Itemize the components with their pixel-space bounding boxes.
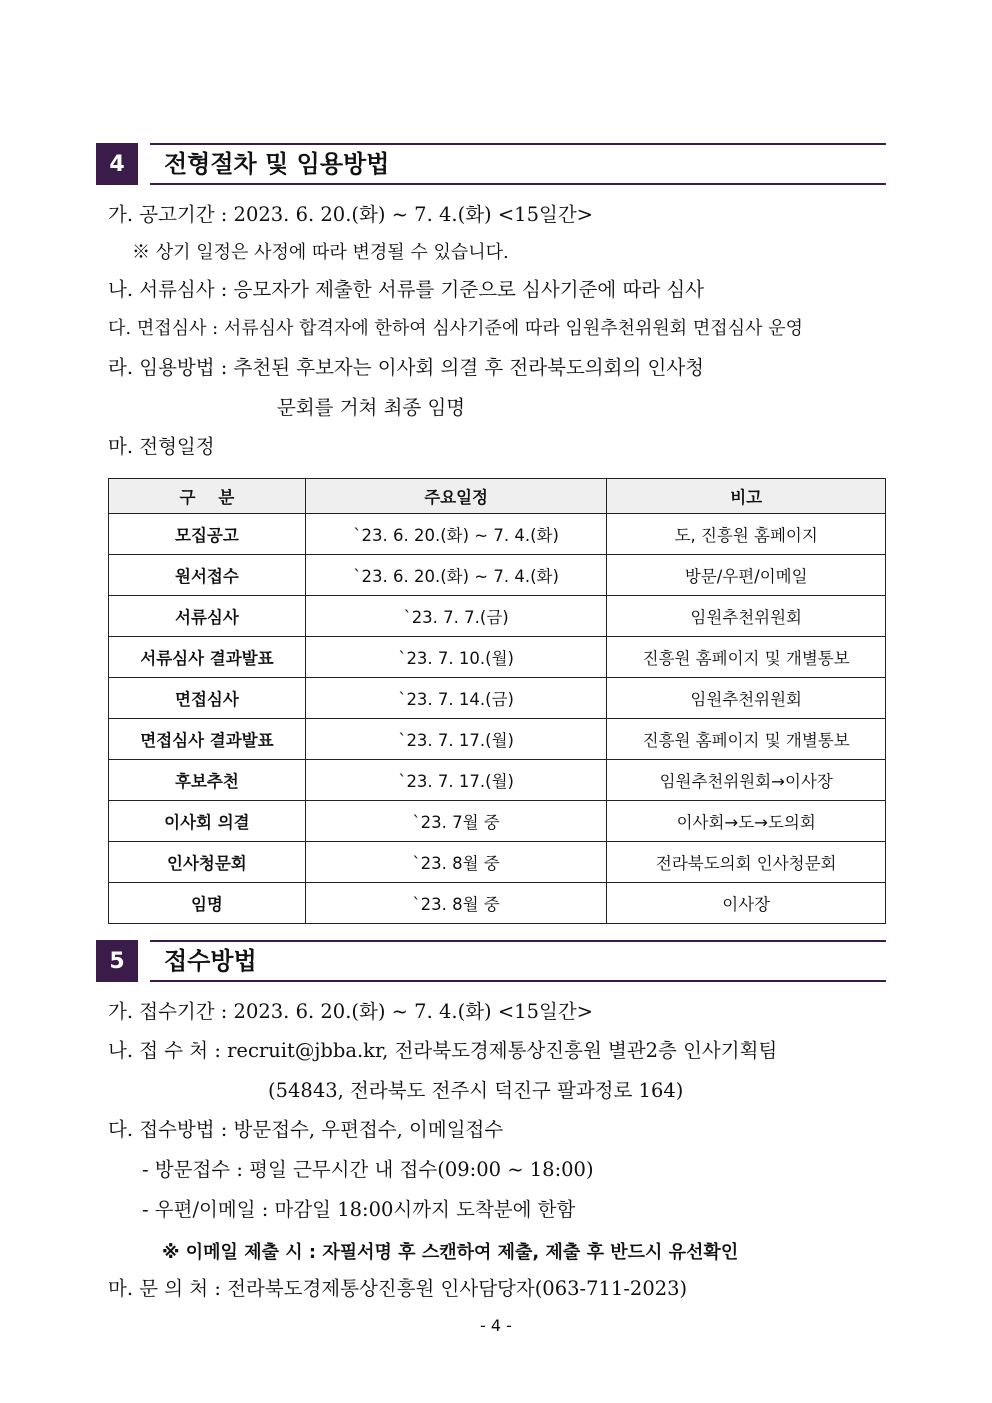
visit-application: - 방문접수 : 평일 근무시간 내 접수(09:00 ~ 18:00) bbox=[142, 1158, 594, 1181]
table-header: 비고 bbox=[607, 479, 886, 514]
table-cell: `23. 8월 중 bbox=[305, 883, 607, 924]
page-number: - 4 - bbox=[480, 1316, 512, 1335]
table-cell: 임명 bbox=[109, 883, 306, 924]
section-4-header bbox=[96, 143, 886, 187]
table-row bbox=[109, 637, 886, 678]
table-row bbox=[109, 514, 886, 555]
table-cell: 임원추천위원회 bbox=[607, 596, 886, 637]
document-review: 나. 서류심사 : 응모자가 제출한 서류를 기준으로 심사기준에 따라 심사 bbox=[108, 278, 704, 301]
table-cell: 이사장 bbox=[607, 883, 886, 924]
section-number: 5 bbox=[96, 940, 138, 982]
table-cell: `23. 7. 7.(금) bbox=[305, 596, 607, 637]
table-cell: 진흥원 홈페이지 및 개별통보 bbox=[607, 719, 886, 760]
table-row bbox=[109, 555, 886, 596]
section-title: 전형절차 및 임용방법 bbox=[150, 143, 886, 185]
table-cell: `23. 7월 중 bbox=[305, 801, 607, 842]
application-method: 다. 접수방법 : 방문접수, 우편접수, 이메일접수 bbox=[108, 1118, 504, 1141]
table-row bbox=[109, 883, 886, 924]
email-submission-note: ※ 이메일 제출 시 : 자필서명 후 스캔하여 제출, 제출 후 반드시 유선확인 bbox=[162, 1242, 739, 1263]
table-cell: 진흥원 홈페이지 및 개별통보 bbox=[607, 637, 886, 678]
inquiry-contact: 마. 문 의 처 : 전라북도경제통상진흥원 인사담당자(063-711-2023) bbox=[108, 1277, 688, 1300]
table-cell: 면접심사 결과발표 bbox=[109, 719, 306, 760]
table-cell: 임원추천위원회→이사장 bbox=[607, 760, 886, 801]
schedule-table bbox=[108, 478, 886, 924]
table-cell: 인사청문회 bbox=[109, 842, 306, 883]
table-cell: 전라북도의회 인사청문회 bbox=[607, 842, 886, 883]
table-header: 구 분 bbox=[109, 479, 306, 514]
table-cell: `23. 7. 14.(금) bbox=[305, 678, 607, 719]
table-header: 주요일정 bbox=[305, 479, 607, 514]
schedule-note: ※ 상기 일정은 사정에 따라 변경될 수 있습니다. bbox=[132, 242, 509, 263]
table-row bbox=[109, 842, 886, 883]
table-cell: 방문/우편/이메일 bbox=[607, 555, 886, 596]
table-cell: `23. 6. 20.(화) ~ 7. 4.(화) bbox=[305, 514, 607, 555]
table-cell: 도, 진흥원 홈페이지 bbox=[607, 514, 886, 555]
table-cell: 후보추천 bbox=[109, 760, 306, 801]
selection-schedule-label: 마. 전형일정 bbox=[108, 435, 215, 458]
application-place: 나. 접 수 처 : recruit@jbba.kr, 전라북도경제통상진흥원 별관2층 인사기획팀 bbox=[108, 1039, 778, 1062]
table-cell: `23. 8월 중 bbox=[305, 842, 607, 883]
table-cell: 원서접수 bbox=[109, 555, 306, 596]
section-5-header bbox=[96, 940, 886, 984]
table-cell: 이사회→도→도의회 bbox=[607, 801, 886, 842]
table-cell: `23. 6. 20.(화) ~ 7. 4.(화) bbox=[305, 555, 607, 596]
table-cell: 임원추천위원회 bbox=[607, 678, 886, 719]
table-cell: 서류심사 bbox=[109, 596, 306, 637]
table-row bbox=[109, 801, 886, 842]
section-title: 접수방법 bbox=[150, 940, 886, 982]
table-cell: 서류심사 결과발표 bbox=[109, 637, 306, 678]
table-cell: 이사회 의결 bbox=[109, 801, 306, 842]
table-cell: `23. 7. 10.(월) bbox=[305, 637, 607, 678]
announcement-period: 가. 공고기간 : 2023. 6. 20.(화) ~ 7. 4.(화) <15일간> bbox=[108, 203, 593, 226]
table-cell: `23. 7. 17.(월) bbox=[305, 719, 607, 760]
table-row bbox=[109, 719, 886, 760]
application-address: (54843, 전라북도 전주시 덕진구 팔과정로 164) bbox=[268, 1079, 684, 1102]
table-header-row bbox=[109, 479, 886, 514]
mail-email-application: - 우편/이메일 : 마감일 18:00시까지 도착분에 한함 bbox=[142, 1198, 576, 1221]
table-cell: 면접심사 bbox=[109, 678, 306, 719]
table-row bbox=[109, 596, 886, 637]
section-number: 4 bbox=[96, 143, 138, 185]
interview-review: 다. 면접심사 : 서류심사 합격자에 한하여 심사기준에 따라 임원추천위원회 면접심사 운영 bbox=[108, 318, 803, 339]
application-period: 가. 접수기간 : 2023. 6. 20.(화) ~ 7. 4.(화) <15일간> bbox=[108, 1000, 593, 1023]
appointment-method-cont: 문회를 거쳐 최종 임명 bbox=[277, 396, 466, 419]
table-cell: `23. 7. 17.(월) bbox=[305, 760, 607, 801]
table-row bbox=[109, 760, 886, 801]
table-row bbox=[109, 678, 886, 719]
table-cell: 모집공고 bbox=[109, 514, 306, 555]
appointment-method: 라. 임용방법 : 추천된 후보자는 이사회 의결 후 전라북도의회의 인사청 bbox=[108, 356, 704, 379]
